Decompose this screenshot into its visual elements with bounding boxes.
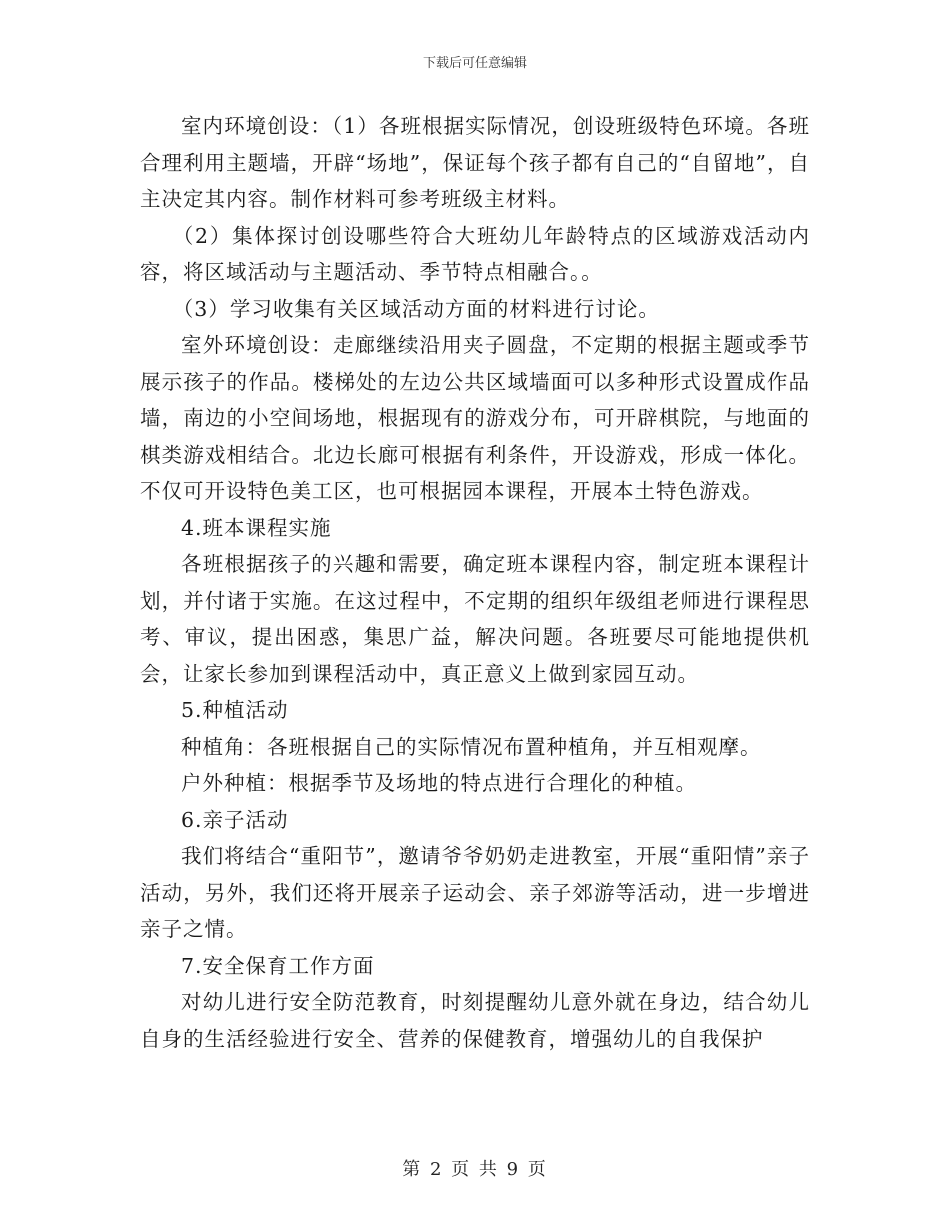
paragraph-indoor-environment: 室内环境创设：（1）各班根据实际情况，创设班级特色环境。各班合理利用主题墙，开辟“场地”，保证每个孩子都有自己的“自留地”，自主决定其内容。制作材料可参考班级主材料。 [140, 114, 810, 211]
paragraph-outdoor-planting: 户外种植：根据季节及场地的特点进行合理化的种植。 [181, 771, 697, 795]
body-text [140, 108, 810, 1057]
paragraph-item-2: （2）集体探讨创设哪些符合大班幼儿年龄特点的区域游戏活动内容，将区域活动与主题活动、季节特点相融合。。 [140, 223, 810, 284]
paragraph-item-3: （3）学习收集有关区域活动方面的材料进行讨论。 [172, 296, 660, 321]
section-heading-safety: 7.安全保育工作方面 [181, 953, 375, 978]
section-heading-planting: 5.种植活动 [181, 698, 289, 722]
paragraph-outdoor-environment: 室外环境创设：走廊继续沿用夹子圆盘，不定期的根据主题或季节展示孩子的作品。楼梯处的左边公共区域墙面可以多种形式设置成作品墙，南边的小空间场地，根据现有的游戏分布，可开辟棋院，与地面的棋类游戏相结合。北边长廊可根据有利条件，开设游戏，形成一体化。不仅可开设特色美工区，也可根据园本课程，开展本土特色游戏。 [140, 333, 810, 503]
paragraph-planting-corner: 种植角：各班根据自己的实际情况布置种植角，并互相观摩。 [181, 734, 762, 759]
page-footer: 第 2 页 共 9 页 [402, 1159, 548, 1180]
paragraph-class-curriculum: 各班根据孩子的兴趣和需要，确定班本课程内容，制定班本课程计划，并付诸于实施。在这过程中，不定期的组织年级组老师进行课程思考、审议，提出困惑，集思广益，解决问题。各班要尽可能地提供机会，让家长参加到课程活动中，真正意义上做到家园互动。 [140, 552, 810, 686]
paragraph-safety: 对幼儿进行安全防范教育，时刻提醒幼儿意外就在身边，结合幼儿自身的生活经验进行安全、营养的保健教育，增强幼儿的自我保护 [140, 990, 810, 1051]
section-heading-class-curriculum: 4.班本课程实施 [181, 515, 332, 540]
section-heading-parent-child: 6.亲子活动 [181, 807, 289, 832]
page-header: 下载后可任意编辑 [422, 56, 527, 71]
paragraph-parent-child: 我们将结合“重阳节”，邀请爷爷奶奶走进教室，开展“重阳情”亲子活动，另外，我们还将开展亲子运动会、亲子郊游等活动，进一步增进亲子之情。 [140, 844, 810, 941]
